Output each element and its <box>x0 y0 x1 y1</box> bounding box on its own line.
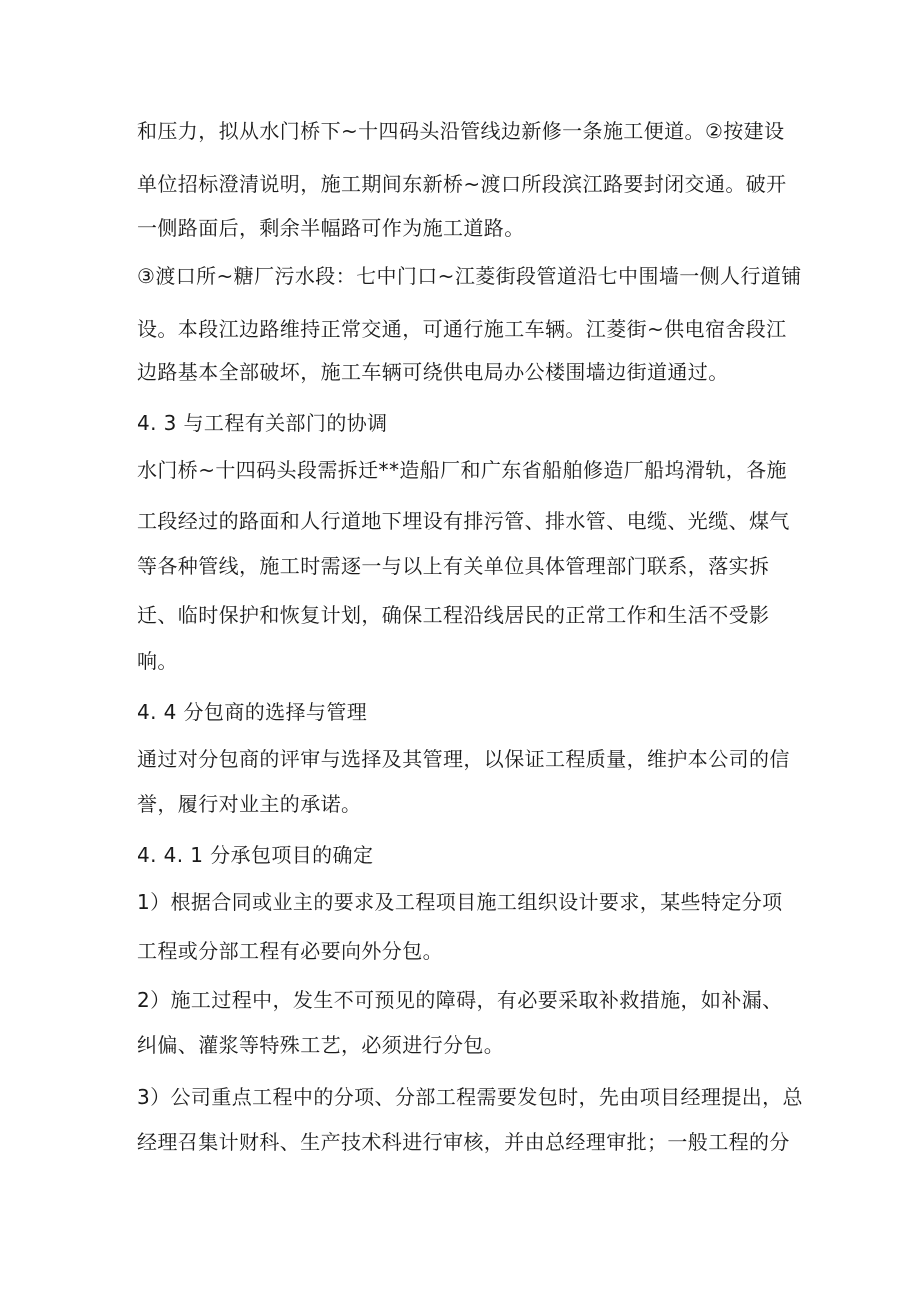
text-line: 工段经过的路面和人行道地下埋设有排污管、排水管、电缆、光缆、煤气 <box>137 509 790 533</box>
section-heading: 4. 3 与工程有关部门的协调 <box>137 411 388 435</box>
text-line: 边路基本全部破坏，施工车辆可绕供电局办公楼围墙边街道通过。 <box>137 360 729 384</box>
text-line: 1）根据合同或业主的要求及工程项目施工组织设计要求，某些特定分项 <box>137 890 783 914</box>
text-line: 3）公司重点工程中的分项、分部工程需要发包时，先由项目经理提出，总 <box>137 1085 803 1109</box>
text-line: 迁、临时保护和恢复计划，确保工程沿线居民的正常工作和生活不受影 <box>137 603 770 627</box>
text-line: 通过对分包商的评审与选择及其管理，以保证工程质量，维护本公司的信 <box>137 747 790 771</box>
text-line: 工程或分部工程有必要向外分包。 <box>137 939 443 963</box>
text-line: 2）施工过程中，发生不可预见的障碍，有必要采取补救措施，如补漏、 <box>137 988 783 1012</box>
text-line: 和压力，拟从水门桥下~十四码头沿管线边新修一条施工便道。②按建设 <box>137 119 785 143</box>
text-line: 响。 <box>137 649 178 673</box>
section-heading: 4. 4 分包商的选择与管理 <box>137 700 368 724</box>
section-heading: 4. 4. 1 分承包项目的确定 <box>137 843 374 867</box>
text-line: 纠偏、灌浆等特殊工艺，必须进行分包。 <box>137 1033 505 1057</box>
text-line: 誉，履行对业主的承诺。 <box>137 792 362 816</box>
text-line: 一侧路面后，剩余半幅路可作为施工道路。 <box>137 216 525 240</box>
text-line: 单位招标澄清说明，施工期间东新桥~渡口所段滨江路要封闭交通。破开 <box>137 172 787 196</box>
text-line: ③渡口所~糖厂污水段：七中门口~江菱街段管道沿七中围墙一侧人行道铺 <box>137 264 802 288</box>
text-line: 水门桥~十四码头段需拆迁**造船厂和广东省船舶修造厂船坞滑轨，各施 <box>137 458 787 482</box>
text-line: 等各种管线，施工时需逐一与以上有关单位具体管理部门联系，落实拆 <box>137 554 770 578</box>
text-line: 经理召集计财科、生产技术科进行审核，并由总经理审批；一般工程的分 <box>137 1130 790 1154</box>
text-line: 设。本段江边路维持正常交通，可通行施工车辆。江菱街~供电宿舍段江 <box>137 317 787 341</box>
